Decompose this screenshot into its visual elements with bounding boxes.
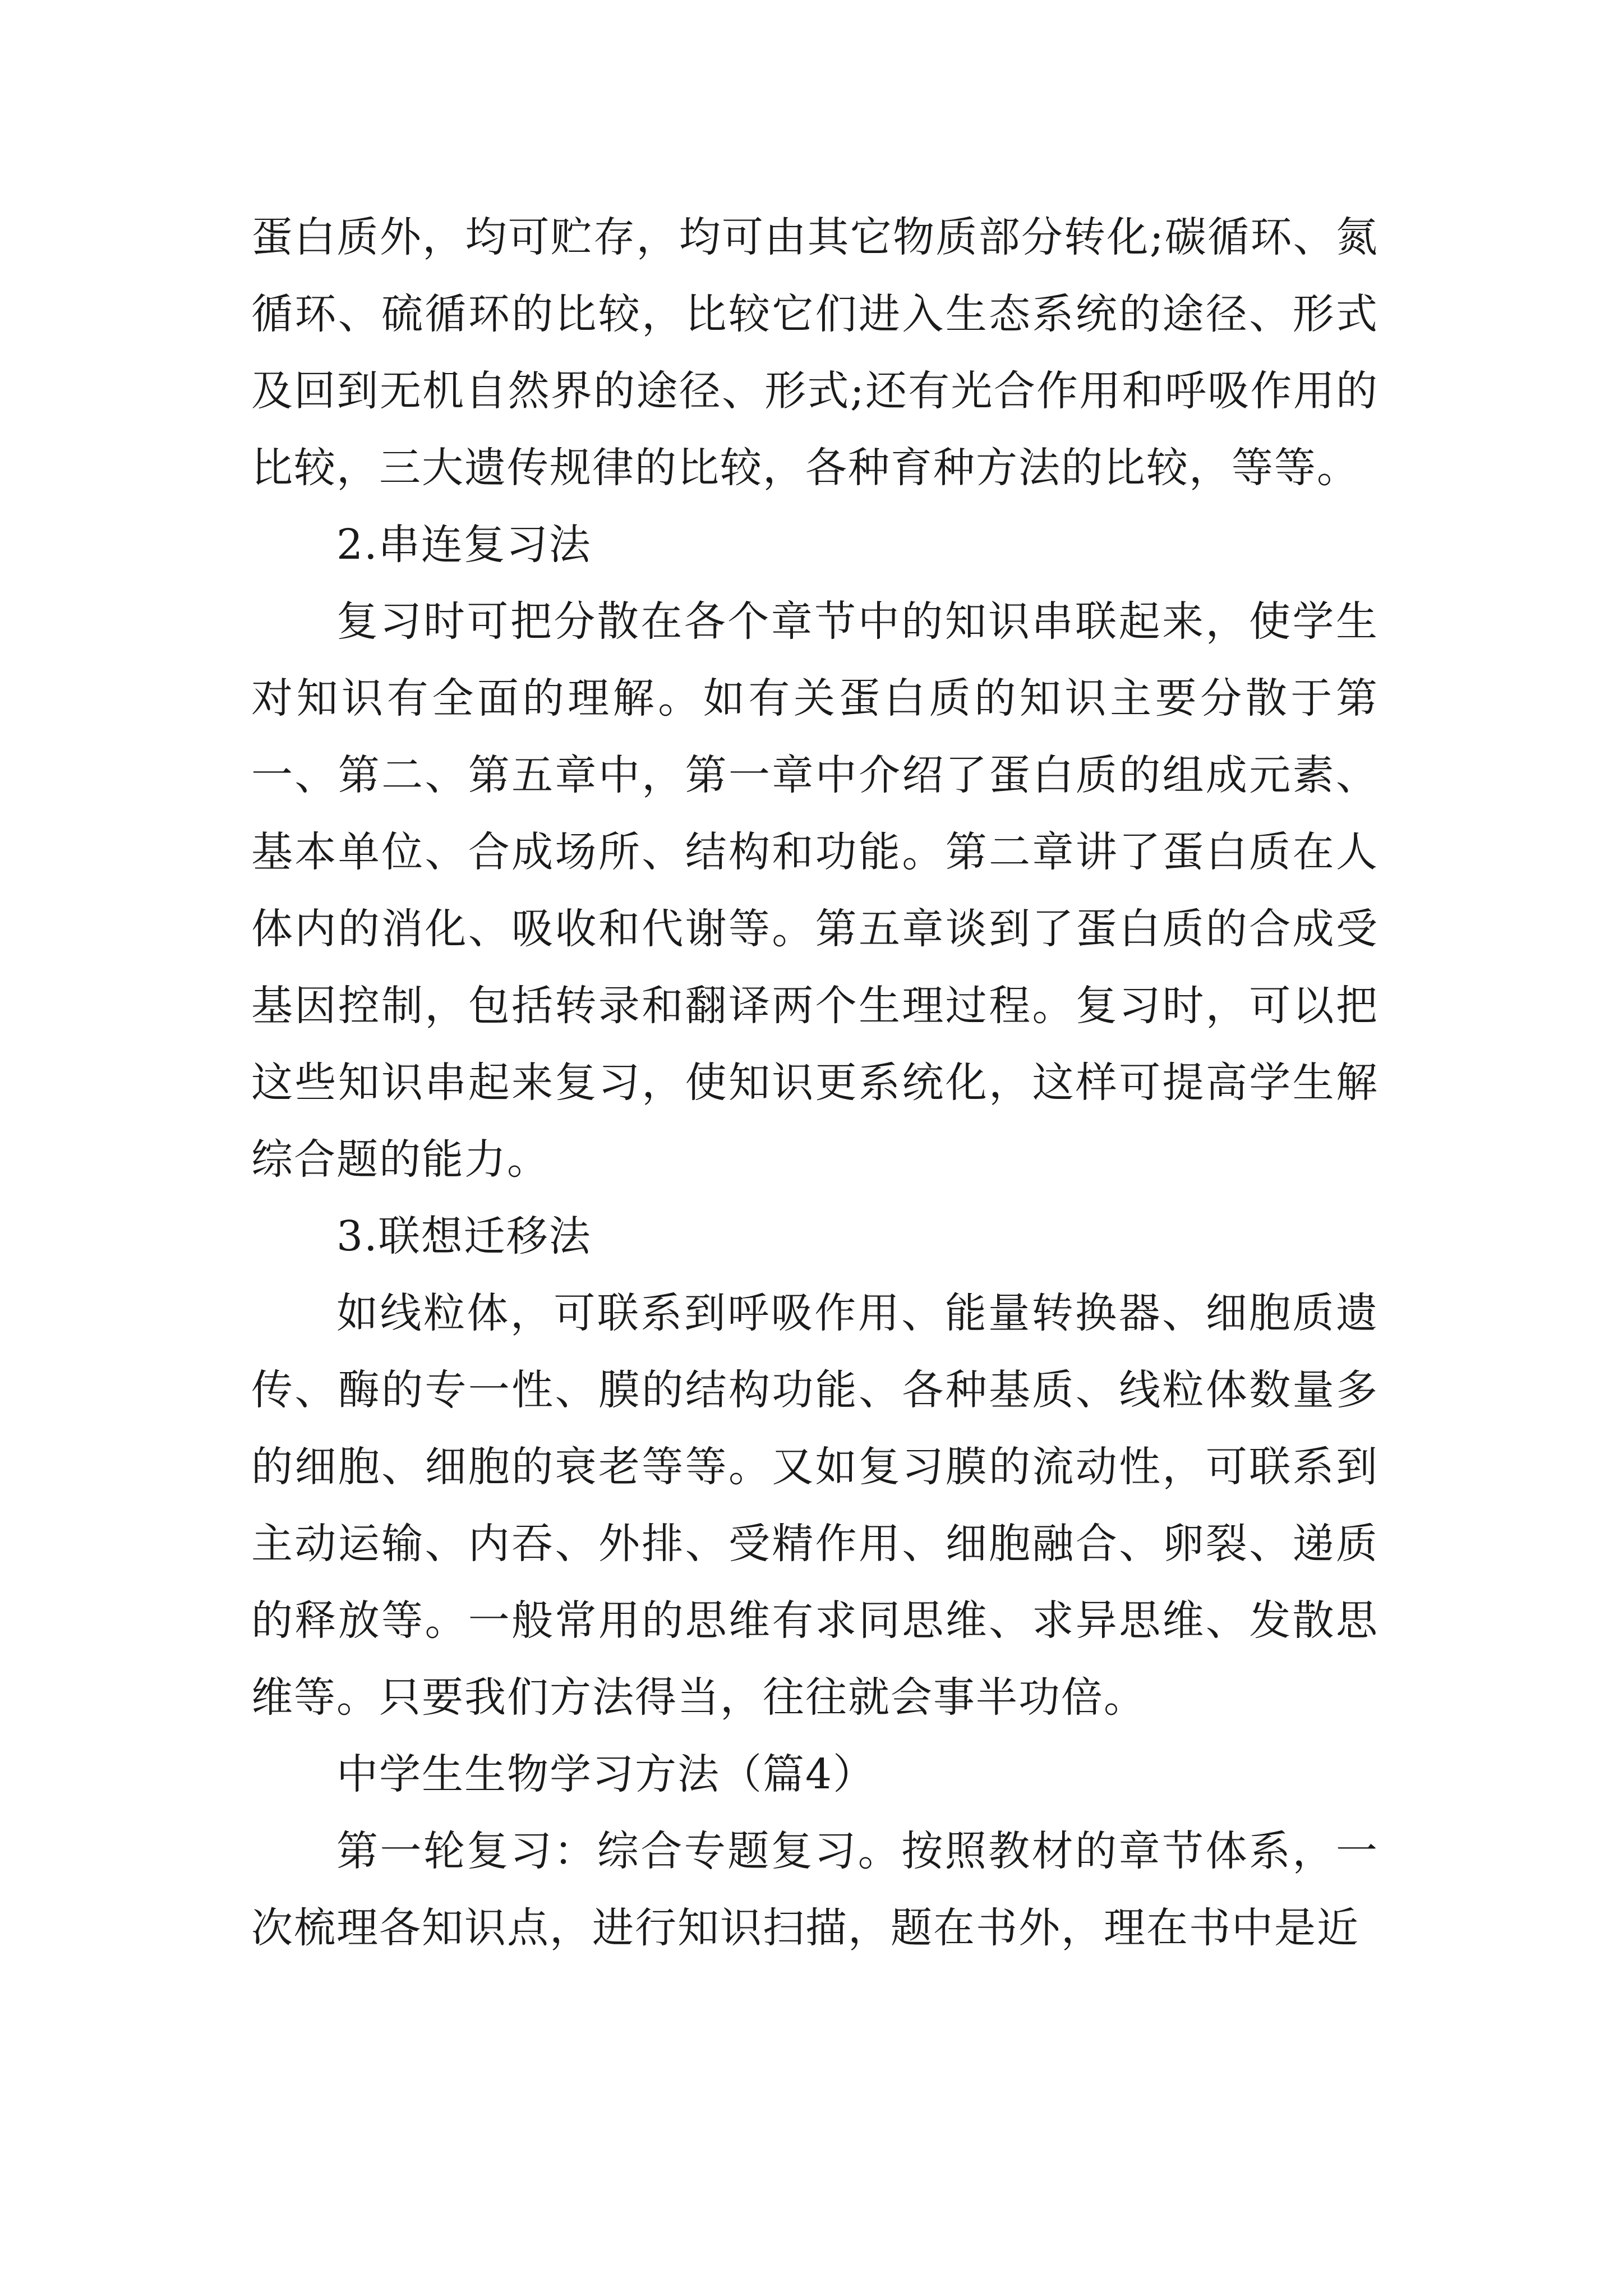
paragraph-continuation: 蛋白质外，均可贮存，均可由其它物质部分转化;碳循环、氮循环、硫循环的比较，比较它们进入生态系统的途径、形式及回到无机自然界的途径、形式;还有光合作用和呼吸作用的比较，三大遗传规律的比较，各种育种方法的比较，等等。 (251, 213, 1378, 492)
paragraph-serial-review: 复习时可把分散在各个章节中的知识串联起来，使学生对知识有全面的理解。如有关蛋白质的知识主要分散于第一、第二、第五章中，第一章中介绍了蛋白质的组成元素、基本单位、合成场所、结构和功能。第二章讲了蛋白质在人体内的消化、吸收和代谢等。第五章谈到了蛋白质的合成受基因控制，包括转录和翻译两个生理过程。复习时，可以把这些知识串起来复习，使知识更系统化，这样可提高学生解综合题的能力。 (251, 597, 1378, 1184)
section-heading-2: 2.串连复习法 (336, 521, 592, 569)
document-body (251, 199, 1378, 1967)
paragraph-first-round-review: 第一轮复习：综合专题复习。按照教材的章节体系，一次梳理各知识点，进行知识扫描，题在书外，理在书中是近 (251, 1827, 1378, 1952)
section-heading-article-4: 中学生生物学习方法（篇4） (336, 1750, 876, 1798)
section-heading-3: 3.联想迁移法 (336, 1212, 592, 1260)
paragraph-association-transfer: 如线粒体，可联系到呼吸作用、能量转换器、细胞质遗传、酶的专一性、膜的结构功能、各种基质、线粒体数量多的细胞、细胞的衰老等等。又如复习膜的流动性，可联系到主动运输、内吞、外排、受精作用、细胞融合、卵裂、递质的释放等。一般常用的思维有求同思维、求异思维、发散思维等。只要我们方法得当，往往就会事半功倍。 (251, 1289, 1378, 1722)
